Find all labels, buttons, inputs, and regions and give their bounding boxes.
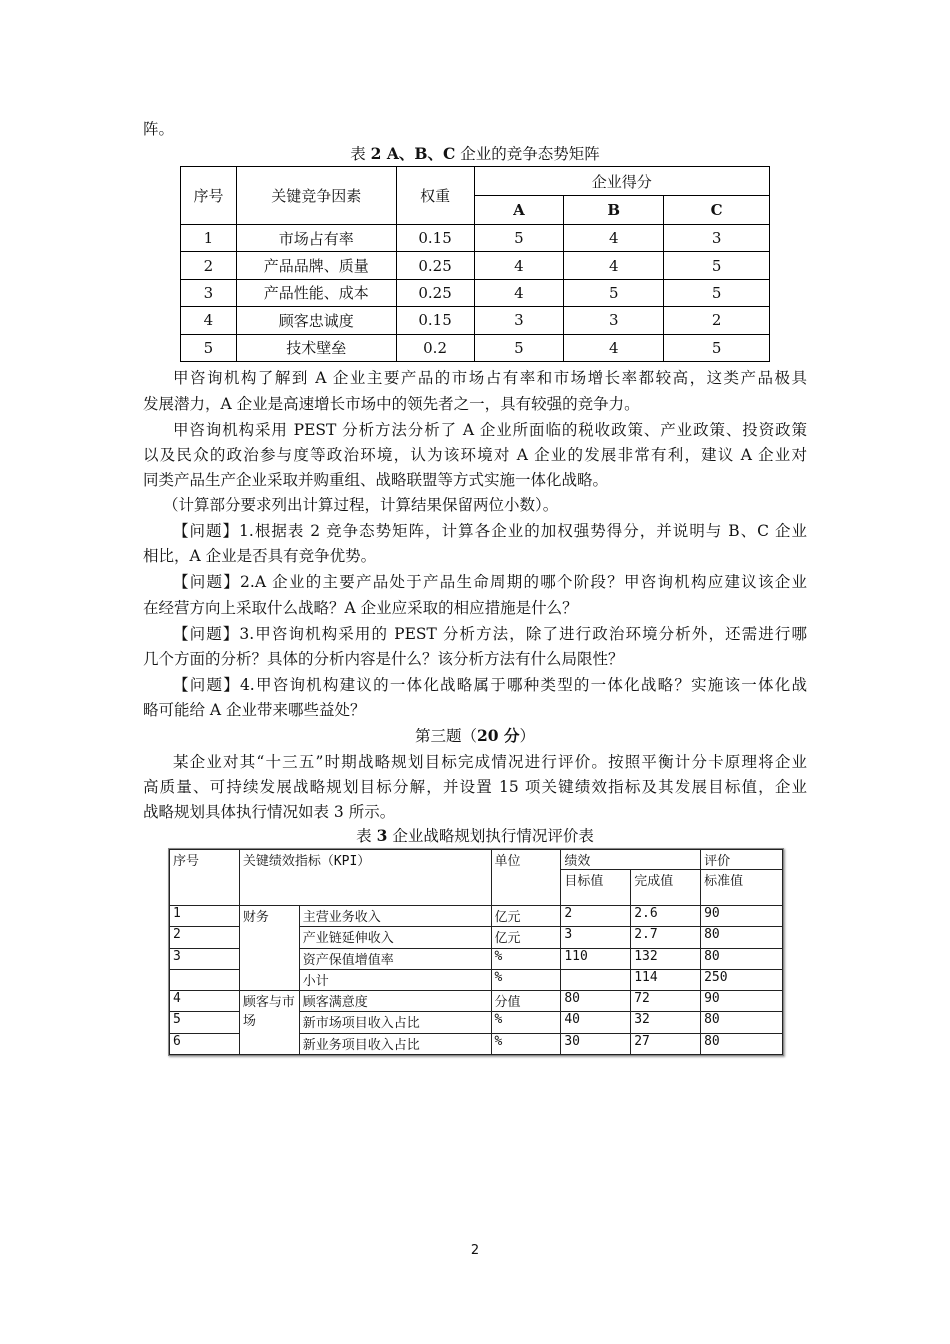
cell-unit: 分值 xyxy=(491,991,561,1012)
table3-caption-bold: 3 xyxy=(376,826,388,845)
cell-b: 4 xyxy=(564,252,664,279)
table2-header-row xyxy=(181,167,770,196)
intro-tail: 阵。 xyxy=(143,120,175,138)
cell-kpi: 新市场项目收入占比 xyxy=(299,1012,491,1033)
cell-weight: 0.15 xyxy=(396,225,474,252)
table-row xyxy=(181,307,770,334)
cell-no: 2 xyxy=(181,252,237,279)
question2-text: A 企业的主要产品处于产品生命周期的哪个阶段？甲咨询机构应建议该企业 xyxy=(254,573,808,591)
cell-b: 4 xyxy=(564,334,664,361)
competitive-matrix-table xyxy=(180,166,770,362)
cell-standard: 80 xyxy=(701,948,783,969)
calc-note: （计算部分要求列出计算过程，计算结果保留两位小数）。 xyxy=(163,496,559,514)
cell-no: 5 xyxy=(170,1012,240,1033)
cell-a: 5 xyxy=(474,225,564,252)
question3-line1 xyxy=(173,624,807,644)
category-customer-line1: 顾客与市 xyxy=(242,995,295,1011)
table2-header-c: C xyxy=(664,196,770,225)
cell-weight: 0.25 xyxy=(396,279,474,306)
table2-caption-suffix: 企业的竞争态势矩阵 xyxy=(455,145,600,163)
cell-unit: % xyxy=(491,969,561,990)
cell-c: 5 xyxy=(664,279,770,306)
table3-caption-prefix: 表 xyxy=(356,827,377,845)
cell-no: 4 xyxy=(170,991,240,1012)
table3-header-no: 序号 xyxy=(170,850,240,906)
table-row xyxy=(181,334,770,361)
table2-header-b: B xyxy=(564,196,664,225)
question4-line2: 略可能给 A 企业带来哪些益处？ xyxy=(143,701,366,719)
cell-a: 4 xyxy=(474,279,564,306)
cell-factor: 顾客忠诚度 xyxy=(236,307,396,334)
table3-header-standard: 标准值 xyxy=(701,870,783,906)
table3-header-perf: 绩效 xyxy=(561,850,701,870)
cell-no: 1 xyxy=(181,225,237,252)
cell-b: 5 xyxy=(564,279,664,306)
cell-target: 30 xyxy=(561,1033,631,1054)
cell-c: 2 xyxy=(664,307,770,334)
question1-line2: 相比，A 企业是否具有竞争优势。 xyxy=(143,547,377,565)
cell-unit: % xyxy=(491,1012,561,1033)
question3-line2: 几个方面的分析？具体的分析内容是什么？该分析方法有什么局限性？ xyxy=(143,650,624,668)
cell-unit: % xyxy=(491,948,561,969)
question4-text: 甲咨询机构建议的一体化战略属于哪种类型的一体化战略？实施该一体化战 xyxy=(254,676,807,694)
section3-line1: 某企业对其“十三五”时期战略规划目标完成情况进行评价。按照平衡计分卡原理将企业 xyxy=(173,753,807,771)
cell-standard: 80 xyxy=(701,927,783,948)
table3-header-unit: 单位 xyxy=(491,850,561,906)
cell-b: 3 xyxy=(564,307,664,334)
cell-actual: 32 xyxy=(631,1012,701,1033)
cell-no: 6 xyxy=(170,1033,240,1054)
table2-header-score: 企业得分 xyxy=(474,167,769,196)
question1-line1 xyxy=(173,521,807,541)
kpi-evaluation-table xyxy=(169,849,783,1055)
category-finance: 财务 xyxy=(239,906,299,991)
cell-a: 5 xyxy=(474,334,564,361)
cell-c: 5 xyxy=(664,252,770,279)
table2-caption-bold: 2 A、B、C xyxy=(370,144,456,163)
section3-title-prefix: 第三题（ xyxy=(415,727,478,745)
cell-kpi: 小计 xyxy=(299,969,491,990)
cell-unit: 亿元 xyxy=(491,906,561,927)
section3-title-bold: 20 分 xyxy=(477,726,520,745)
section3-line2: 高质量、可持续发展战略规划目标分解，并设置 15 项关键绩效指标及其发展目标值，企业 xyxy=(143,778,807,796)
table-row xyxy=(170,991,783,1012)
question4-line1 xyxy=(173,675,807,695)
table3-header-kpi: 关键绩效指标（KPI） xyxy=(239,850,491,906)
cell-c: 5 xyxy=(664,334,770,361)
table-row xyxy=(170,906,783,927)
question4-label: 【问题】4. xyxy=(173,676,255,694)
table3-caption xyxy=(143,826,807,846)
cell-a: 4 xyxy=(474,252,564,279)
table2-header-factor: 关键竞争因素 xyxy=(236,167,396,225)
table2-header-weight: 权重 xyxy=(396,167,474,225)
cell-kpi: 主营业务收入 xyxy=(299,906,491,927)
question3-text: 甲咨询机构采用的 PEST 分析方法，除了进行政治环境分析外，还需进行哪 xyxy=(254,625,807,643)
question1-text: 根据表 2 竞争态势矩阵，计算各企业的加权强势得分，并说明与 B、C 企业 xyxy=(253,522,807,540)
cell-actual: 27 xyxy=(631,1033,701,1054)
para1-line1: 甲咨询机构了解到 A 企业主要产品的市场占有率和市场增长率都较高，这类产品极具 xyxy=(173,369,807,387)
cell-kpi: 产业链延伸收入 xyxy=(299,927,491,948)
question2-line1 xyxy=(173,572,807,592)
table3-header-actual: 完成值 xyxy=(631,870,701,906)
cell-no: 3 xyxy=(181,279,237,306)
question1-label: 【问题】1. xyxy=(173,522,254,540)
cell-actual: 132 xyxy=(631,948,701,969)
question2-line2: 在经营方向上采取什么战略？A 企业应采取的相应措施是什么？ xyxy=(143,599,578,617)
cell-factor: 产品性能、成本 xyxy=(236,279,396,306)
cell-no: 5 xyxy=(181,334,237,361)
section3-title xyxy=(143,726,807,746)
cell-actual: 2.7 xyxy=(631,927,701,948)
cell-unit: 亿元 xyxy=(491,927,561,948)
para1-line2: 发展潜力，A 企业是高速增长市场中的领先者之一，具有较强的竞争力。 xyxy=(143,395,640,413)
cell-target: 110 xyxy=(561,948,631,969)
cell-no xyxy=(170,969,240,990)
table2-header-no: 序号 xyxy=(181,167,237,225)
cell-standard: 250 xyxy=(701,969,783,990)
question2-label: 【问题】2. xyxy=(173,573,255,591)
para2-line3: 同类产品生产企业采取并购重组、战略联盟等方式实施一体化战略。 xyxy=(143,471,609,489)
cell-no: 4 xyxy=(181,307,237,334)
question3-label: 【问题】3. xyxy=(173,625,255,643)
table2-header-a: A xyxy=(474,196,564,225)
table3-header-target: 目标值 xyxy=(561,870,631,906)
cell-b: 4 xyxy=(564,225,664,252)
table2-caption-prefix: 表 xyxy=(350,145,371,163)
cell-kpi: 资产保值增值率 xyxy=(299,948,491,969)
cell-weight: 0.2 xyxy=(396,334,474,361)
table-row xyxy=(181,252,770,279)
cell-actual: 2.6 xyxy=(631,906,701,927)
page-number: 2 xyxy=(470,1243,480,1258)
cell-unit: % xyxy=(491,1033,561,1054)
cell-c: 3 xyxy=(664,225,770,252)
cell-target: 40 xyxy=(561,1012,631,1033)
cell-factor: 产品品牌、质量 xyxy=(236,252,396,279)
section3-line3: 战略规划具体执行情况如表 3 所示。 xyxy=(143,803,396,821)
cell-no: 3 xyxy=(170,948,240,969)
table3-image xyxy=(168,848,784,1056)
cell-kpi: 顾客满意度 xyxy=(299,991,491,1012)
cell-standard: 80 xyxy=(701,1033,783,1054)
cell-target xyxy=(561,969,631,990)
cell-factor: 市场占有率 xyxy=(236,225,396,252)
category-customer-line2: 场 xyxy=(242,1014,256,1030)
section3-title-suffix: ） xyxy=(519,727,535,745)
table-row xyxy=(181,279,770,306)
para2-line1: 甲咨询机构采用 PEST 分析方法分析了 A 企业所面临的税收政策、产业政策、投资政策 xyxy=(173,421,807,439)
cell-weight: 0.25 xyxy=(396,252,474,279)
cell-target: 3 xyxy=(561,927,631,948)
cell-actual: 114 xyxy=(631,969,701,990)
cell-standard: 80 xyxy=(701,1012,783,1033)
table3-caption-suffix: 企业战略规划执行情况评价表 xyxy=(387,827,594,845)
cell-a: 3 xyxy=(474,307,564,334)
table-row xyxy=(181,225,770,252)
cell-standard: 90 xyxy=(701,991,783,1012)
cell-factor: 技术壁垒 xyxy=(236,334,396,361)
cell-actual: 72 xyxy=(631,991,701,1012)
cell-no: 2 xyxy=(170,927,240,948)
table2-caption xyxy=(143,144,807,164)
table3-header-row xyxy=(170,850,783,870)
cell-no: 1 xyxy=(170,906,240,927)
cell-kpi: 新业务项目收入占比 xyxy=(299,1033,491,1054)
category-customer xyxy=(239,991,299,1055)
table3-header-eval: 评价 xyxy=(701,850,783,870)
para2-line2: 以及民众的政治参与度等政治环境，认为该环境对 A 企业的发展非常有利，建议 A 企业对 xyxy=(143,446,807,464)
cell-target: 2 xyxy=(561,906,631,927)
cell-target: 80 xyxy=(561,991,631,1012)
cell-standard: 90 xyxy=(701,906,783,927)
cell-weight: 0.15 xyxy=(396,307,474,334)
